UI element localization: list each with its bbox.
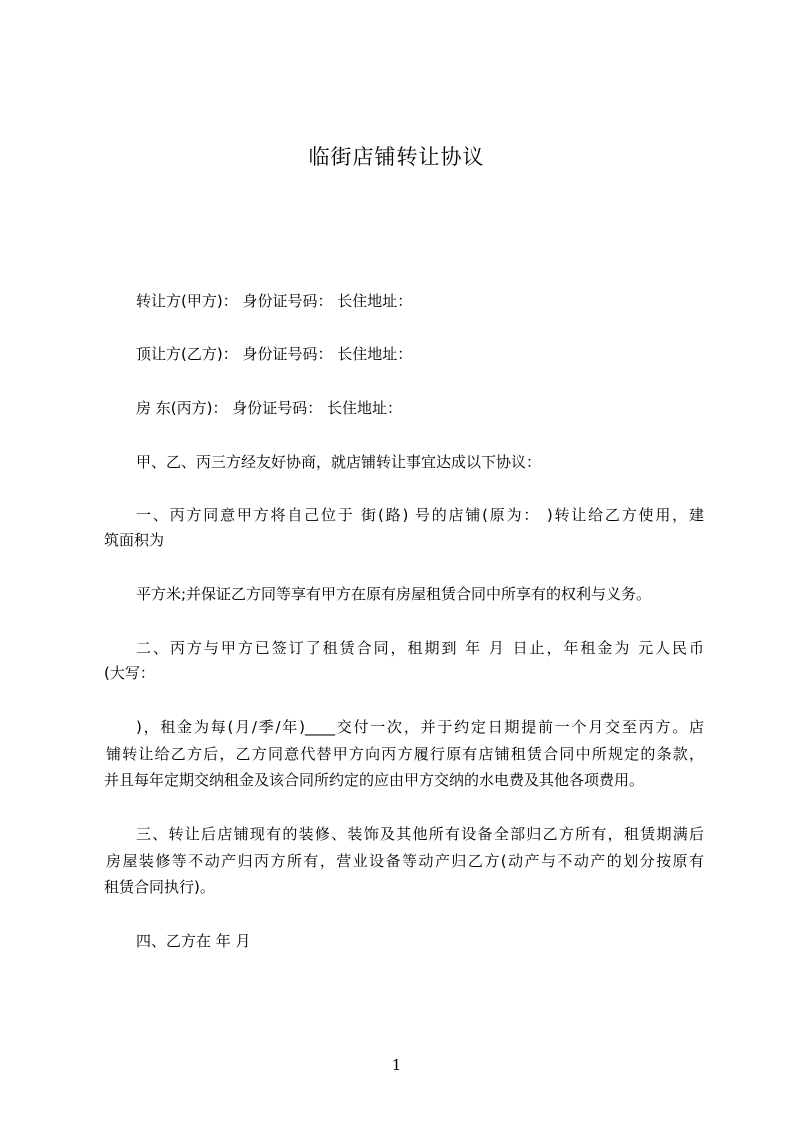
clause-3-line-3: 租赁合同执行)。: [104, 878, 215, 896]
transferor-line: 转让方(甲方)： 身份证号码： 长住地址：: [136, 292, 413, 310]
clause-2-line-1: 二、丙方与甲方已签订了租赁合同，租期到 年 月 日止，年租金为 元人民币: [136, 639, 704, 657]
intro-paragraph: 甲、乙、丙三方经友好协商，就店铺转让事宜达成以下协议：: [136, 453, 542, 471]
clause-1-line-2: 筑面积为: [104, 531, 165, 549]
clause-4-line-1: 四、乙方在 年 月: [136, 932, 251, 950]
clause-1-line-1: 一、丙方同意甲方将自己位于 街(路) 号的店铺(原为： )转让给乙方使用，建: [136, 506, 704, 524]
document-title: 临街店铺转让协议: [308, 145, 485, 169]
clause-3-line-2: 房屋装修等不动产归丙方所有，营业设备等动产归乙方(动产与不动产的划分按原有: [106, 852, 704, 870]
landlord-line: 房 东(丙方)： 身份证号码： 长住地址：: [136, 399, 403, 417]
page-number: 1: [391, 1056, 402, 1074]
transferee-line: 顶让方(乙方)： 身份证号码： 长住地址：: [136, 345, 413, 363]
clause-3-line-1: 三、转让后店铺现有的装修、装饰及其他所有设备全部归乙方所有，租赁期满后: [136, 825, 704, 843]
clause-2-line-4: 铺转让给乙方后，乙方同意代替甲方向丙方履行原有店铺租赁合同中所规定的条款，: [106, 745, 704, 763]
clause-2-line-5: 并且每年定期交纳租金及该合同所约定的应由甲方交纳的水电费及其他各项费用。: [104, 771, 645, 789]
clause-1-line-3: 平方米;并保证乙方同等享有甲方在原有房屋租赁合同中所享有的权利与义务。: [136, 585, 652, 603]
clause-2-line-3: )，租金为每(月/季/年)____交付一次，并于约定日期提前一个月交至丙方。店: [136, 718, 704, 736]
clause-2-line-2: (大写：: [104, 664, 155, 682]
